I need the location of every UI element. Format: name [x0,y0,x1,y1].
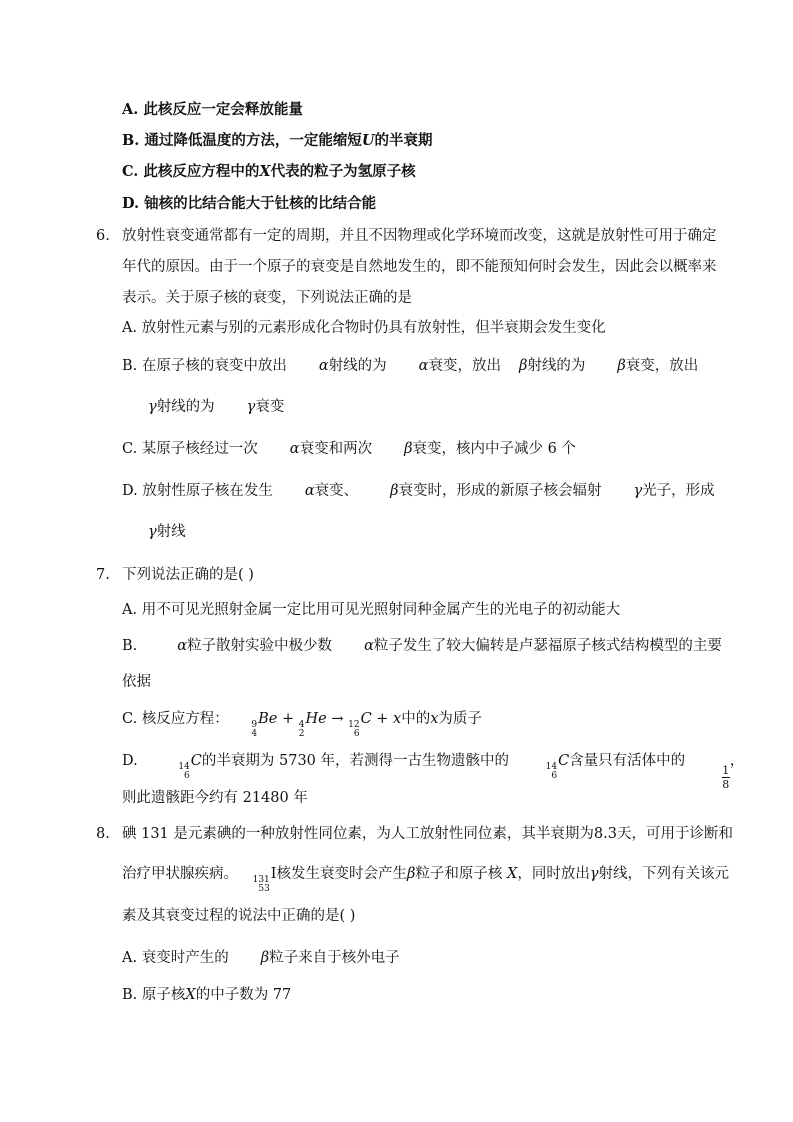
q8-option-a: A. 衰变时产生的 β粒子来自于核外电子 [122,950,400,966]
q8-stem-line3: 素及其衰变过程的说法中正确的是( ) [122,908,356,924]
q6-option-d-cont: γ射线 [148,524,186,540]
c14-nuclide-numbers-2: 14 6 [545,762,558,781]
c14-nuclide-numbers: 14 6 [178,762,190,781]
q7-option-b: B. α粒子散射实验中极少数 α粒子发生了较大偏转是卢瑟福原子核式结构模型的主要 [122,638,722,654]
q6-option-d: D. 放射性原子核在发生 α衰变、 β衰变时，形成的新原子核会辐射 γ光子，形成 [122,483,715,499]
q6-stem-line3: 表示。关于原子核的衰变，下列说法正确的是 [122,290,412,306]
q6-number: 6. [96,228,110,244]
q6-stem-line1: 放射性衰变通常都有一定的周期，并且不因物理或化学环境而改变，这就是放射性可用于确定 [122,228,717,244]
q7-option-d-cont: 则此遗骸距今约有 21480 年 [122,790,308,806]
one-eighth-fraction: $\frac{1}{8}$ [722,764,730,791]
q7-option-b-cont: 依据 [122,674,151,690]
q7-stem: 下列说法正确的是( ) [122,567,254,583]
q6-stem-line2: 年代的原因。由于一个原子的衰变是自然地发生的，即不能预知何时会发生，因此会以概率来 [122,259,717,275]
q8-stem-line1: 碘 131 是元素碘的一种放射性同位素，为人工放射性同位素，其半衰期为8.3天，可用于诊断和 [122,826,733,842]
q8-number: 8. [96,826,110,842]
q6-option-a: A. 放射性元素与别的元素形成化合物时仍具有放射性，但半衰期会发生变化 [122,320,606,336]
q5-option-d: D. 铀核的比结合能大于钍核的比结合能 [122,195,377,212]
q6-option-b-cont: γ射线的为 γ衰变 [148,399,285,415]
he-nuclide-numbers: 4 2 [298,720,305,739]
q7-option-d: D. 14 6 C的半衰期为 5730 年，若测得一古生物遗骸中的 14 6 C含量只有活体中的 $\frac{1}{8}$ ， [122,753,745,791]
q7-option-c: C. 核反应方程： 9 4 Be + 4 2 He → 12 6 C + x中的x为质子 [122,711,482,739]
q5-option-c: C. 此核反应方程中的X代表的粒子为氢原子核 [122,163,416,180]
be-nuclide-numbers: 9 4 [251,720,258,739]
c-nuclide-numbers: 12 6 [348,720,360,739]
q6-option-c: C. 某原子核经过一次 α衰变和两次 β衰变，核内中子减少 6 个 [122,441,576,457]
q7-number: 7. [96,567,110,583]
q5-option-a: A. 此核反应一定会释放能量 [122,101,303,118]
i131-nuclide-numbers: 131 53 [252,875,270,894]
q5-option-b: B. 通过降低温度的方法，一定能缩短U的半衰期 [122,132,433,149]
q7-option-a: A. 用不可见光照射金属一定比用可见光照射同种金属产生的光电子的初动能大 [122,602,621,618]
q8-stem-line2: 治疗甲状腺疾病。 131 53 I核发生衰变时会产生β粒子和原子核 X，同时放出γ射线，下列有关该元 [122,866,730,894]
q6-option-b: B. 在原子核的衰变中放出 α射线的为 α衰变，放出 β射线的为 β衰变，放出 [122,358,699,374]
q8-option-b: B. 原子核X的中子数为 77 [122,987,292,1003]
